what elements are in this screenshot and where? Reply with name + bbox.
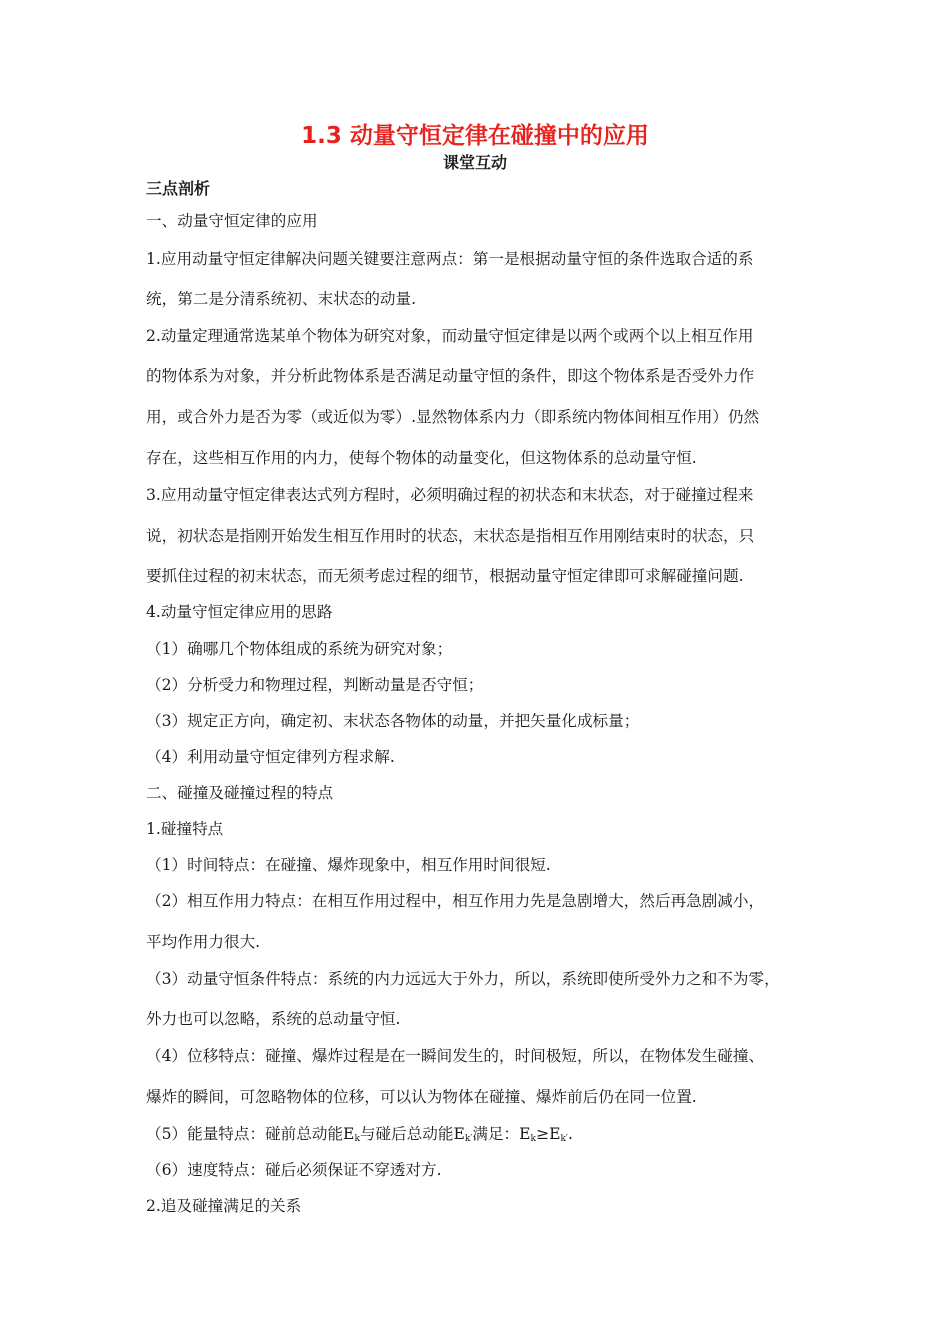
document-subtitle: 课堂互动 [442,153,507,172]
text-line: 爆炸的瞬间，可忽略物体的位移，可以认为物体在碰撞、爆炸前后仍在同一位置. [146,1088,697,1106]
text-line: （6）速度特点：碰后必须保证不穿透对方. [146,1161,442,1179]
text-line: （4）利用动量守恒定律列方程求解. [146,748,395,766]
text-line: 4.动量守恒定律应用的思路 [146,603,333,621]
text-line: 3.应用动量守恒定律表达式列方程时，必须明确过程的初状态和末状态，对于碰撞过程来 [146,486,754,504]
text-line: （3）动量守恒条件特点：系统的内力远远大于外力，所以，系统即使所受外力之和不为零， [146,970,780,988]
text-line: 要抓住过程的初末状态，而无须考虑过程的细节，根据动量守恒定律即可求解碰撞问题. [146,567,744,585]
text-line: 一、动量守恒定律的应用 [146,212,318,230]
text-line: 2.动量定理通常选某单个物体为研究对象，而动量守恒定律是以两个或两个以上相互作用 [146,327,754,345]
text-line: （3）规定正方向，确定初、末状态各物体的动量，并把矢量化成标量； [146,712,640,730]
document-title: 1.3 动量守恒定律在碰撞中的应用 [301,123,649,149]
section-label: 三点剖析 [146,179,211,198]
text-line: （4）位移特点：碰撞、爆炸过程是在一瞬间发生的，时间极短，所以，在物体发生碰撞、 [146,1047,765,1065]
text-line: 存在，这些相互作用的内力，使每个物体的动量变化，但这物体系的总动量守恒. [146,449,697,467]
energy-feature-line: （5）能量特点：碰前总动能$E_k$与碰后总动能$E_{k'}$满足：$E_k\ge E_{k'}$. [146,1125,573,1144]
text-line: 用，或合外力是否为零（或近似为零）.显然物体系内力（即系统内物体间相互作用）仍然 [146,408,760,426]
text-line: 平均作用力很大. [146,933,261,951]
text-line: 1.碰撞特点 [146,820,224,838]
text-line: （2）相互作用力特点：在相互作用过程中，相互作用力先是急剧增大，然后再急剧减小， [146,892,765,910]
text-line: 外力也可以忽略，系统的总动量守恒. [146,1010,401,1028]
text-line: 统，第二是分清系统初、末状态的动量. [146,290,417,308]
text-line: （1）时间特点：在碰撞、爆炸现象中，相互作用时间很短. [146,856,551,874]
text-line: 的物体系为对象，并分析此物体系是否满足动量守恒的条件，即这个物体系是否受外力作 [146,367,755,385]
text-line: 二、碰撞及碰撞过程的特点 [146,784,334,802]
text-line: （2）分析受力和物理过程，判断动量是否守恒； [146,676,484,694]
text-line: （1）确哪几个物体组成的系统为研究对象； [146,640,453,658]
text-line: 2.追及碰撞满足的关系 [146,1197,302,1215]
text-line: 1.应用动量守恒定律解决问题关键要注意两点：第一是根据动量守恒的条件选取合适的系 [146,250,754,268]
text-line: 说，初状态是指刚开始发生相互作用时的状态，末状态是指相互作用刚结束时的状态，只 [146,527,755,545]
